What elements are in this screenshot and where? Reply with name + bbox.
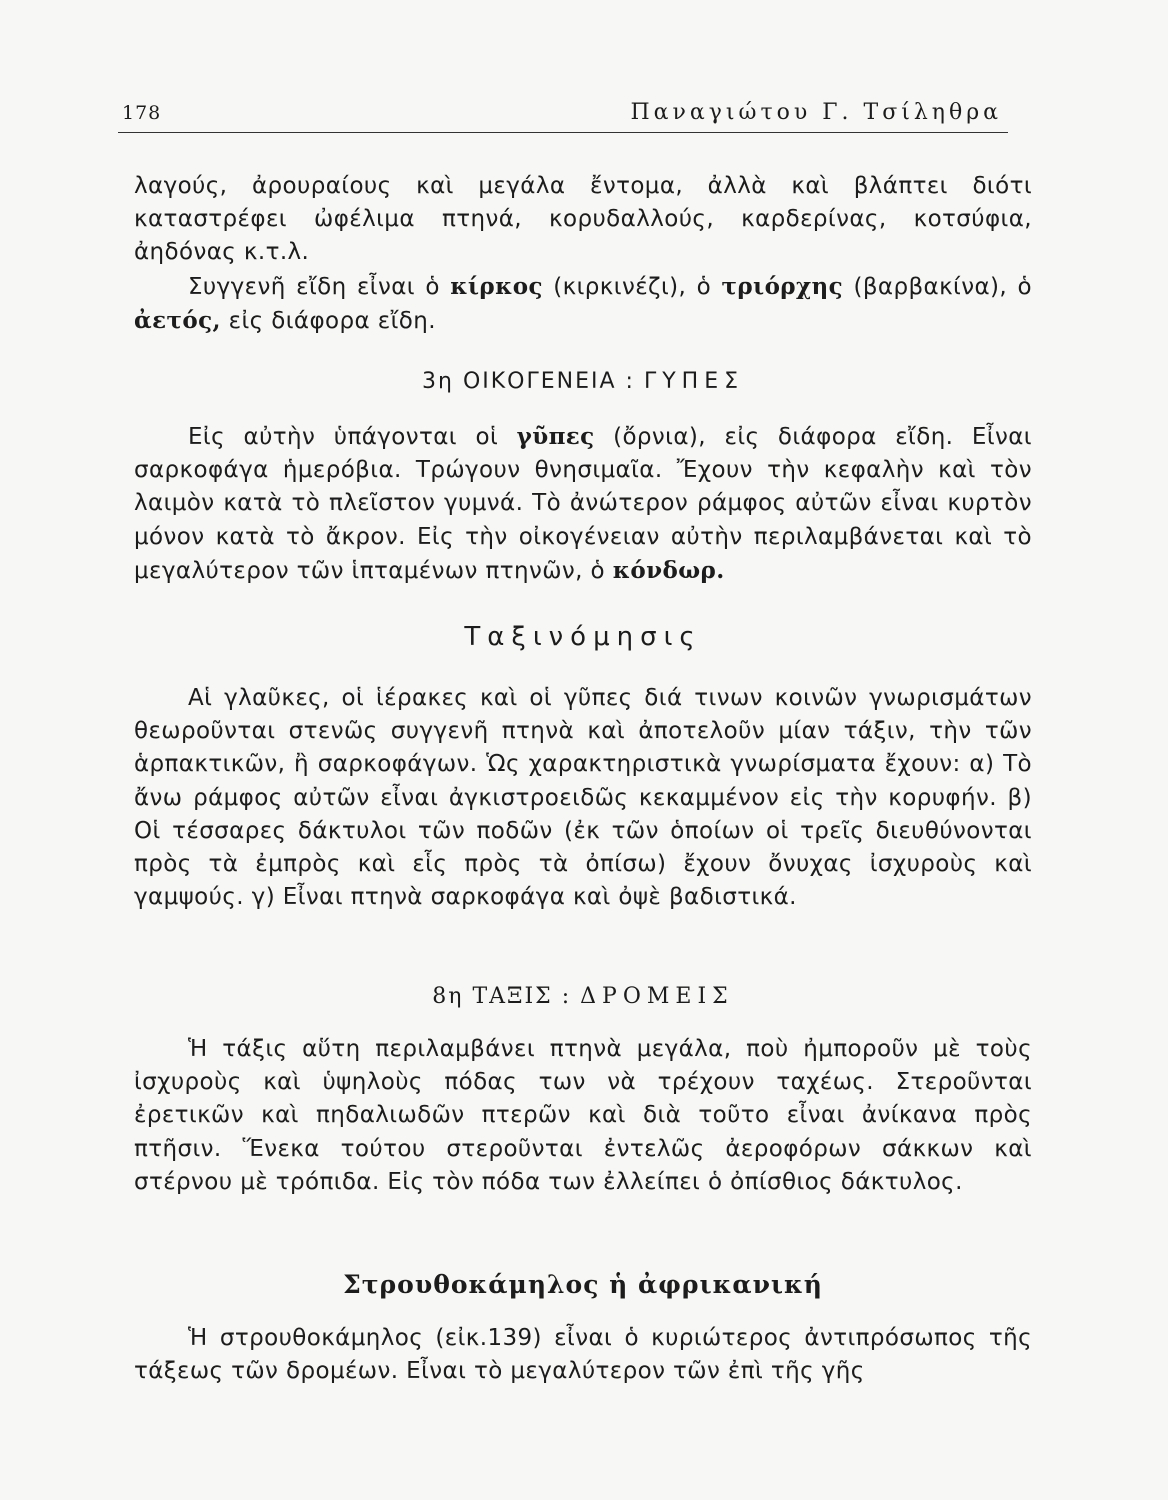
term-kirkos: κίρκος: [450, 272, 543, 300]
paragraph-prey-and-harm: λαγούς, ἀρουραίους καὶ μεγάλα ἔντομα, ἀλλὰ καὶ βλάπτει διότι καταστρέφει ὠφέλιμα πτηνά, κορυδαλλούς, καρδερίνας, κοτσύφια, ἀηδόνας κ.τ.λ.: [134, 173, 1032, 266]
paragraph-vultures: [134, 420, 1032, 588]
paragraph-ostrich: Ἡ στρουθοκάμηλος (εἰκ.139) εἶναι ὁ κυριώτερος ἀντιπρόσωπος τῆς τάξεως τῶν δρομέων. Εἶναι τὸ μεγαλύτερον τῶν ἐπὶ τῆς γῆς: [134, 1325, 1032, 1385]
order-heading-runners: [134, 984, 1032, 1009]
paragraph-taxonomy: Αἱ γλαῦκες, οἱ ἱέρακες καὶ οἱ γῦπες διά τινων κοινῶν γνωρισμάτων θεωροῦνται στενῶς συγγενῆ πτηνὰ καὶ ἀποτελοῦν μίαν τάξιν, τὴν τῶν ἁρπακτικῶν, ἢ σαρκοφάγων. Ὡς χαρακτηριστικὰ γνωρίσματα ἔχουν: α) Τὸ ἄνω ράμφος αὐτῶν εἶναι ἀγκιστροειδῶς κεκαμμένον εἰς τὴν κορυφήν. β) Οἱ τέσσαρες δάκτυλοι τῶν ποδῶν (ἐκ τῶν ὁποίων οἱ τρεῖς διευθύνονται πρὸς τὰ ἐμπρὸς καὶ εἷς πρὸς τὰ ὀπίσω) ἔχουν ὄνυχας ἰσχυροὺς καὶ γαμψούς. γ) Εἶναι πτηνὰ σαρκοφάγα καὶ ὀψὲ βαδιστικά.: [134, 685, 1032, 911]
family-name: ΓΥΠΕΣ: [643, 369, 744, 394]
page-number: 178: [122, 102, 162, 124]
term-aetos: ἀετός,: [134, 306, 221, 334]
text-run: Συγγενῆ εἴδη εἶναι ὁ: [188, 273, 451, 300]
paragraph-runners: Ἡ τάξις αὕτη περιλαμβάνει πτηνὰ μεγάλα, ποὺ ἠμποροῦν μὲ τοὺς ἰσχυροὺς καὶ ὑψηλοὺς πόδας των νὰ τρέχουν ταχέως. Στεροῦνται ἐρετικῶν καὶ πηδαλιωδῶν πτερῶν καὶ διὰ τοῦτο εἶναι ἀνίκανα πρὸς πτῆσιν. Ἕνεκα τούτου στεροῦνται ἐντελῶς ἀεροφόρων σάκκων καὶ στέρνου μὲ τρόπιδα. Εἰς τὸν πόδα των ἐλλείπει ὁ ὀπίσθιος δάκτυλος.: [134, 1036, 1032, 1195]
text-run: εἰς διάφορα εἴδη.: [220, 307, 436, 334]
term-kondor: κόνδωρ.: [612, 556, 725, 584]
text-run: Εἰς αὐτὴν ὑπάγονται οἱ: [188, 424, 517, 450]
taxonomy-heading: Ταξινόμησις: [464, 622, 702, 652]
text-block-ostrich: [134, 1322, 1032, 1388]
order-label: ΤΑΞΙΣ :: [472, 984, 572, 1009]
family-number: 3η: [421, 369, 454, 394]
running-head-author: Παναγιώτου Γ. Τσίληθρα: [630, 100, 1002, 125]
text-block-raptors-end: [134, 170, 1032, 338]
text-run: (βαρβακίνα), ὁ: [843, 273, 1033, 300]
running-head: [118, 102, 1008, 133]
text-block-taxonomy: [134, 682, 1032, 914]
term-triorchis: τριόρχης: [721, 272, 844, 300]
order-name: ΔΡΟΜΕΙΣ: [580, 984, 734, 1009]
paragraph-related-species: [134, 270, 1032, 338]
family-heading-vultures: [134, 369, 1032, 394]
text-block-runners: [134, 1033, 1032, 1199]
order-number: 8η: [432, 984, 464, 1009]
text-run: (ὄρνια), εἰς διάφορα εἴδη. Εἶναι σαρκοφάγα ἡμερόβια. Τρώγουν θνησιμαῖα. Ἔχουν τὴν κεφαλὴν καὶ τὸν λαιμὸν κατὰ τὸ πλεῖστον γυμνά. Τὸ ἀνώτερον ράμφος αὐτῶν εἶναι κυρτὸν μόνον κατὰ τὸ ἄκρον. Εἰς τὴν οἰκογένειαν αὐτὴν περιλαμβάνεται καὶ τὸ μεγαλύτερον τῶν ἱπταμένων πτηνῶν, ὁ: [134, 424, 1032, 584]
family-label: ΟΙΚΟΓΕΝΕΙΑ :: [462, 369, 635, 394]
term-gypes: γῦπες: [516, 423, 595, 450]
ostrich-heading: Στρουθοκάμηλος ἡ ἀφρικανική: [343, 1270, 823, 1299]
text-block-vultures: [134, 420, 1032, 588]
text-run: (κιρκινέζι), ὁ: [542, 273, 722, 300]
